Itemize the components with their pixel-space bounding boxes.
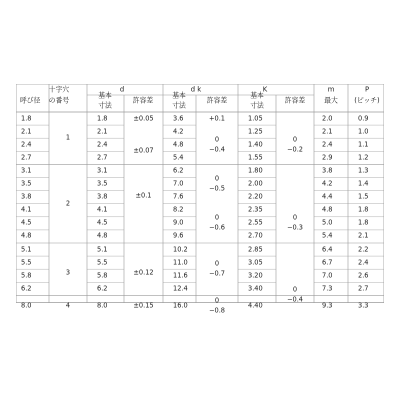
header-cross-bottom: の番号: [48, 96, 70, 105]
cell-dk-basic: 10.2: [173, 245, 188, 254]
cell-dk-tolerance-upper: 0: [214, 135, 220, 144]
cell-dk-basic: 6.2: [173, 166, 184, 175]
cell-dk-basic: 12.4: [173, 284, 188, 293]
cell-k-basic: 2.35: [248, 205, 263, 214]
cell-dk-tolerance-upper: 0: [214, 214, 220, 223]
cell-d-basic: 4.1: [97, 205, 108, 214]
cell-dk-basic: 11.6: [173, 271, 188, 280]
cell-nominal: 3.8: [21, 192, 32, 201]
cell-k-tolerance-lower: −0.3: [286, 224, 304, 233]
header-k-basic-2: 寸法: [250, 101, 264, 110]
cell-k-basic: 1.05: [248, 114, 263, 123]
cell-nominal: 2.1: [21, 127, 32, 136]
cell-p-pitch: 1.1: [358, 140, 369, 149]
cell-k-basic: 1.40: [248, 140, 263, 149]
cell-dk-tolerance-lower: −0.5: [208, 184, 226, 193]
header-dk: d k: [190, 85, 202, 94]
screw-dimension-table: [16, 84, 384, 323]
cell-dk-tolerance-lower: −0.7: [208, 269, 226, 278]
cell-dk-basic: 8.2: [173, 205, 184, 214]
cell-dk-tolerance: +0.1: [208, 114, 226, 123]
cell-dk-tolerance-lower: −0.6: [208, 224, 226, 233]
cell-k-basic: 2.55: [248, 219, 263, 228]
cell-m-max: 4.2: [322, 179, 333, 188]
cell-dk-tolerance-upper: 0: [214, 259, 220, 268]
cell-p-pitch: 1.2: [358, 153, 369, 162]
cell-k-tolerance-upper: 0: [292, 214, 298, 223]
cell-k-basic: 2.85: [248, 245, 263, 254]
cell-nominal: 6.2: [21, 284, 32, 293]
cell-dk-basic: 9.6: [173, 232, 184, 241]
cell-p-pitch: 2.6: [358, 271, 369, 280]
cell-cross-recess-no: 4: [65, 301, 71, 310]
cell-dk-basic: 7.0: [173, 179, 184, 188]
cell-dk-basic: 4.2: [173, 127, 184, 136]
header-p: P: [364, 85, 370, 94]
cell-k-tolerance-lower: −0.2: [286, 145, 304, 154]
header-m: m: [327, 85, 335, 94]
cell-d-basic: 5.8: [97, 271, 108, 280]
cell-d-basic: 4.8: [97, 232, 108, 241]
cell-dk-tolerance-upper: 0: [214, 174, 220, 183]
cell-p-pitch: 1.8: [358, 219, 369, 228]
header-d-tol: 許容差: [132, 96, 154, 105]
cell-nominal: 3.5: [21, 179, 32, 188]
cell-m-max: 2.0: [322, 114, 333, 123]
header-k-basic-1: 基本: [250, 91, 264, 100]
cell-m-max: 7.0: [322, 271, 333, 280]
cell-p-pitch: 2.1: [358, 232, 369, 241]
cell-dk-basic: 4.8: [173, 140, 184, 149]
cell-dk-tolerance-upper: 0: [214, 296, 220, 305]
cell-k-basic: 1.80: [248, 166, 263, 175]
cell-d-tolerance: ±0.15: [133, 301, 154, 310]
header-max: 最大: [324, 96, 338, 105]
cell-d-tolerance: ±0.1: [135, 191, 152, 200]
cell-d-basic: 8.0: [97, 301, 108, 310]
cell-dk-basic: 16.0: [173, 301, 188, 310]
cell-k-basic: 2.00: [248, 179, 263, 188]
cell-m-max: 4.8: [322, 205, 333, 214]
cell-d-basic: 3.8: [97, 192, 108, 201]
cell-k-basic: 3.05: [248, 258, 263, 267]
cell-nominal: 5.1: [21, 245, 32, 254]
cell-p-pitch: 2.2: [358, 245, 369, 254]
cell-d-basic: 5.1: [97, 245, 108, 254]
cell-dk-tolerance-lower: −0.4: [208, 145, 226, 154]
cell-d-tolerance: ±0.05: [133, 114, 154, 123]
cell-m-max: 5.0: [322, 219, 333, 228]
cell-p-pitch: 0.9: [358, 114, 369, 123]
header-k-tol: 許容差: [284, 96, 306, 105]
header-cross-top: 十字穴: [48, 85, 70, 94]
cell-d-basic: 2.4: [97, 140, 108, 149]
cell-dk-tolerance-lower: −0.8: [208, 306, 226, 315]
cell-k-basic: 4.40: [248, 301, 263, 310]
cell-nominal: 4.1: [21, 205, 32, 214]
cell-m-max: 9.3: [322, 301, 333, 310]
cell-k-basic: 2.20: [248, 192, 263, 201]
cell-nominal: 4.8: [21, 232, 32, 241]
cell-nominal: 2.7: [21, 153, 32, 162]
cell-p-pitch: 1.8: [358, 205, 369, 214]
cell-nominal: 3.1: [21, 166, 32, 175]
cell-d-basic: 2.7: [97, 153, 108, 162]
cell-p-pitch: 1.0: [358, 127, 369, 136]
cell-k-basic: 1.55: [248, 153, 263, 162]
header-k: K: [262, 85, 268, 94]
header-pitch: (ピッチ): [354, 96, 380, 105]
cell-k-tolerance-upper: 0: [292, 286, 298, 295]
cell-dk-basic: 11.0: [173, 258, 188, 267]
cell-m-max: 2.9: [322, 153, 333, 162]
cell-d-basic: 1.8: [97, 114, 108, 123]
cell-d-basic: 6.2: [97, 284, 108, 293]
cell-p-pitch: 2.7: [358, 284, 369, 293]
cell-nominal: 5.5: [21, 258, 32, 267]
cell-p-pitch: 2.4: [358, 258, 369, 267]
cell-k-basic: 2.70: [248, 232, 263, 241]
cell-d-tolerance: ±0.07: [133, 147, 154, 155]
cell-m-max: 3.8: [322, 166, 333, 175]
cell-nominal: 8.0: [21, 301, 32, 310]
header-dk-tol: 許容差: [206, 96, 228, 105]
cell-k-basic: 3.40: [248, 284, 263, 293]
cell-p-pitch: 1.5: [358, 192, 369, 201]
cell-k-tolerance-lower: −0.4: [286, 296, 304, 305]
header-d-basic-1: 基本: [98, 91, 112, 100]
cell-k-basic: 1.25: [248, 127, 263, 136]
header-d-basic-2: 寸法: [98, 101, 112, 110]
cell-p-pitch: 1.4: [358, 179, 369, 188]
cell-m-max: 4.4: [322, 192, 333, 201]
cell-d-basic: 2.1: [97, 127, 108, 136]
header-d: d: [119, 85, 125, 94]
cell-d-basic: 4.5: [97, 219, 108, 228]
cell-k-tolerance-upper: 0: [292, 135, 298, 144]
cell-d-basic: 5.5: [97, 258, 108, 267]
cell-k-basic: 3.20: [248, 271, 263, 280]
cell-nominal: 5.8: [21, 271, 32, 280]
cell-d-basic: 3.1: [97, 166, 108, 175]
cell-dk-basic: 5.4: [173, 153, 184, 162]
cell-cross-recess-no: 3: [65, 268, 71, 277]
cell-p-pitch: 1.3: [358, 166, 369, 175]
cell-nominal: 1.8: [21, 114, 32, 123]
cell-dk-basic: 9.0: [173, 219, 184, 228]
cell-m-max: 6.4: [322, 245, 333, 254]
cell-cross-recess-no: 1: [65, 133, 71, 142]
cell-m-max: 5.4: [322, 232, 333, 241]
header-dk-basic-2: 寸法: [172, 101, 186, 110]
cell-d-tolerance: ±0.12: [133, 268, 154, 277]
cell-cross-recess-no: 2: [65, 199, 71, 208]
cell-m-max: 6.7: [322, 258, 333, 267]
header-dk-basic-1: 基本: [172, 91, 186, 100]
cell-d-basic: 3.5: [97, 179, 108, 188]
cell-dk-basic: 3.6: [173, 114, 184, 123]
cell-m-max: 7.3: [322, 284, 333, 293]
cell-nominal: 4.5: [21, 219, 32, 228]
cell-p-pitch: 3.3: [358, 301, 369, 310]
cell-m-max: 2.4: [322, 140, 333, 149]
cell-dk-basic: 7.6: [173, 192, 184, 201]
cell-m-max: 2.1: [322, 127, 333, 136]
header-nominal: 呼び径: [20, 96, 41, 105]
cell-nominal: 2.4: [21, 140, 32, 149]
